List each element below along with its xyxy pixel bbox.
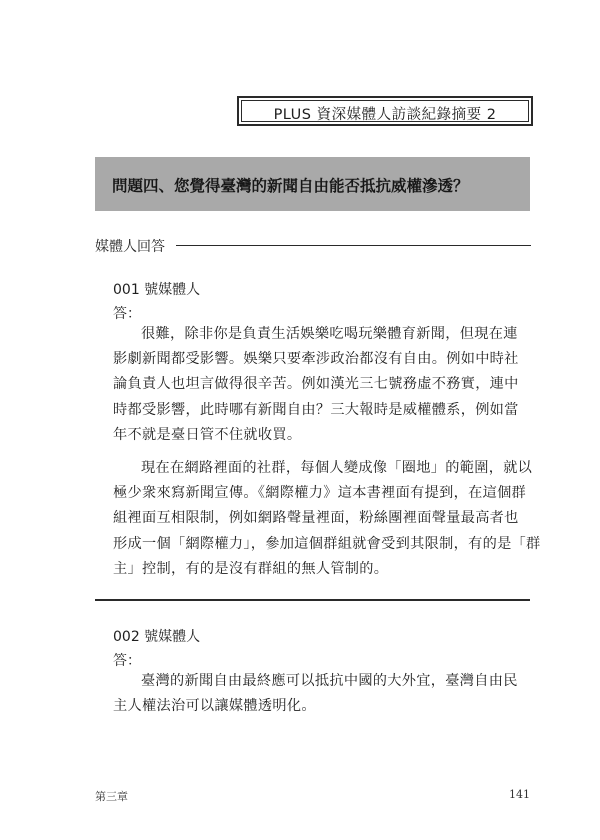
question-banner bbox=[95, 157, 530, 211]
answers-heading: 媒體人回答 bbox=[95, 239, 165, 255]
paragraph-line: 極少衆來寫新聞宣傳。《網際權力》這本書裡面有提到，在這個群 bbox=[113, 485, 527, 502]
respondent-002-answer-label: 答： bbox=[113, 653, 141, 669]
paragraph-line: 主人權法治可以讓媒體透明化。 bbox=[113, 698, 316, 715]
respondent-002-name: 002 號媒體人 bbox=[113, 629, 201, 645]
paragraph-line: 形成一個「網際權力」，參加這個群組就會受到其限制，有的是「群 bbox=[113, 535, 541, 552]
respondent-001-answer-label: 答： bbox=[113, 306, 141, 322]
paragraph-line: 主」控制，有的是沒有群組的無人管制的。 bbox=[113, 560, 389, 577]
respondent-001-name: 001 號媒體人 bbox=[113, 282, 201, 298]
question-text: 問題四、您覺得臺灣的新聞自由能否抵抗威權滲透？ bbox=[112, 177, 469, 195]
respondent-001-paragraph-2 bbox=[113, 456, 541, 582]
respondent-001-paragraph-1 bbox=[113, 322, 523, 448]
paragraph-line: 很難，除非你是負責生活娛樂吃喝玩樂體育新聞，但現在連 bbox=[141, 326, 518, 342]
paragraph-line: 年不就是臺日管不住就收買。 bbox=[113, 426, 302, 443]
paragraph-line: 現在在網路裡面的社群，每個人變成像「圈地」的範圍，就以 bbox=[141, 460, 533, 476]
section-title-box bbox=[237, 96, 533, 126]
section-title: PLUS 資深媒體人訪談紀錄摘要 2 bbox=[273, 107, 497, 123]
paragraph-line: 臺灣的新聞自由最終應可以抵抗中國的大外宜，臺灣自由民 bbox=[141, 673, 518, 689]
answers-heading-rule bbox=[176, 245, 531, 246]
paragraph-line: 時都受影響，此時哪有新聞自由？三大報時是威權體系，例如當 bbox=[113, 401, 519, 418]
paragraph-line: 影劇新聞都受影響。娛樂只要牽涉政治都沒有自由。例如中時社 bbox=[113, 351, 519, 368]
paragraph-line: 論負責人也坦言做得很辛苦。例如漢光三七號務虛不務實，連中 bbox=[113, 376, 519, 393]
footer-chapter: 第三章 bbox=[95, 790, 128, 803]
footer-page-number: 141 bbox=[509, 788, 530, 801]
respondent-002-paragraph-1 bbox=[113, 669, 523, 719]
paragraph-line: 組裡面互相限制，例如網路聲量裡面，粉絲團裡面聲量最高者也 bbox=[113, 510, 519, 527]
section-divider bbox=[95, 599, 530, 601]
